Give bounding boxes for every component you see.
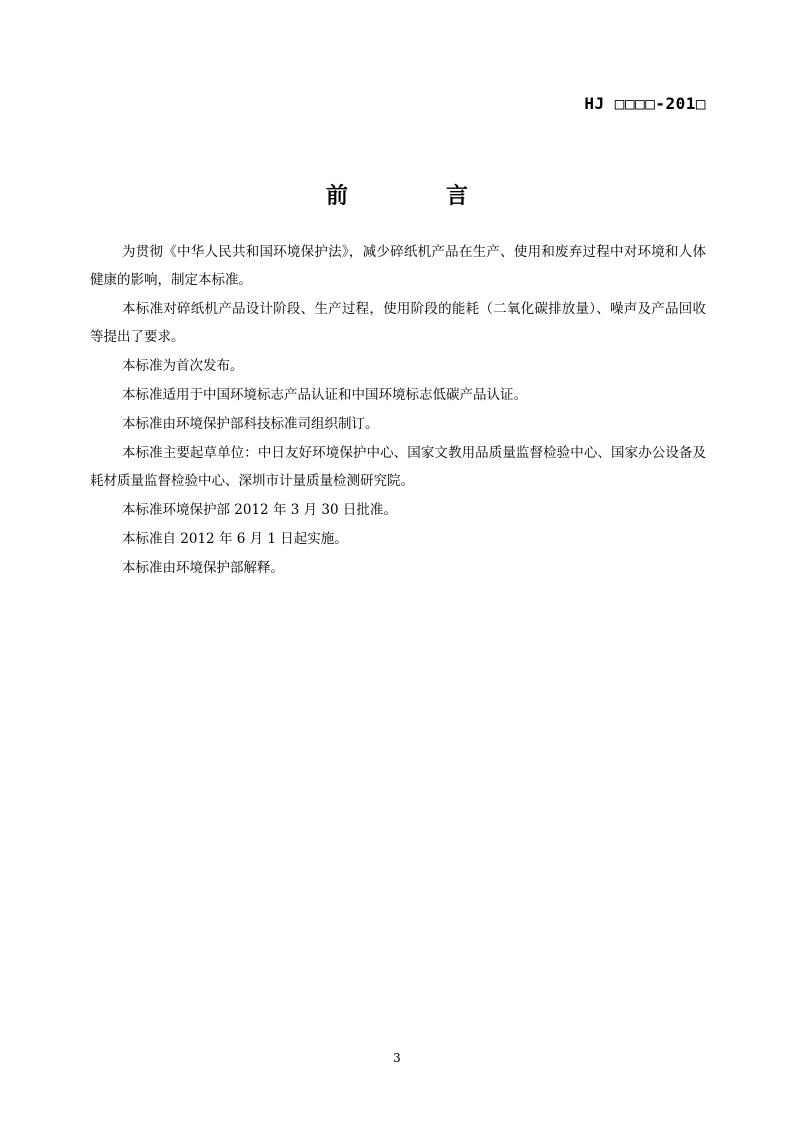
paragraph-organizer: 本标准由环境保护部科技标准司组织制订。: [122, 416, 379, 432]
paragraph-approval-date: 本标准环境保护部 2012 年 3 月 30 日批准。: [122, 502, 397, 518]
paragraph-first-release: 本标准为首次发布。: [122, 358, 244, 374]
paragraph-drafting-units: 本标准主要起草单位：中日友好环境保护中心、国家文教用品质量监督检验中心、国家办公设备及耗材质量监督检验中心、深圳市计量质量检测研究院。: [90, 445, 706, 489]
paragraph-effective-date: 本标准自 2012 年 6 月 1 日起实施。: [122, 531, 348, 547]
page-title: 前 言: [325, 184, 506, 209]
paragraph-purpose: 为贯彻《中华人民共和国环境保护法》，减少碎纸机产品在生产、使用和废弃过程中对环境和人体健康的影响，制定本标准。: [90, 244, 706, 288]
page-number: 3: [393, 1051, 401, 1065]
foreword-body: [90, 238, 706, 583]
paragraph-interpretation: 本标准由环境保护部解释。: [122, 560, 284, 576]
standard-code: HJ □□□□-201□: [584, 94, 706, 113]
paragraph-scope-requirements: 本标准对碎纸机产品设计阶段、生产过程，使用阶段的能耗（二氧化碳排放量）、噪声及产品回收等提出了要求。: [90, 301, 706, 345]
paragraph-applicability: 本标准适用于中国环境标志产品认证和中国环境标志低碳产品认证。: [122, 387, 527, 403]
